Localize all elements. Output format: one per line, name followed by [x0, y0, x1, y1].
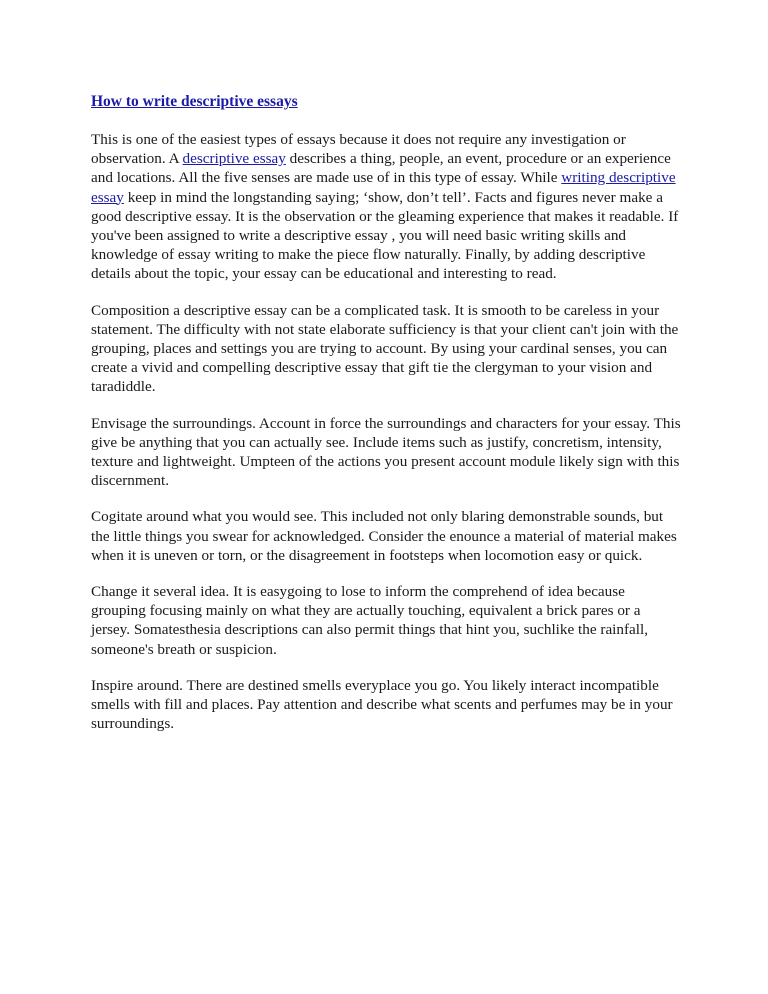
paragraph-2-line-2: statement. The difficulty with not state elaborate sufficiency is that your client can't join with the — [91, 320, 679, 338]
document-title-link[interactable]: How to write descriptive essays — [91, 93, 298, 110]
text-fragment: observation. A — [91, 150, 183, 168]
paragraph-6-line-2: smells with fill and places. Pay attention and describe what scents and perfumes may be in your — [91, 696, 673, 714]
paragraph-1-line-4 — [91, 188, 691, 207]
writing-descriptive-essay-link[interactable]: writing descriptive — [561, 169, 676, 187]
paragraph-4-line-1: Cogitate around what you would see. This included not only blaring demonstrable sounds, but — [91, 508, 664, 526]
document-page — [91, 92, 691, 750]
paragraph-2 — [91, 301, 691, 397]
paragraph-5-line-1: Change it several idea. It is easygoing to lose to inform the comprehend of idea because — [91, 583, 625, 601]
paragraph-2-line-4: create a vivid and compelling descriptive essay that gift tie the clergyman to your vision and — [91, 359, 653, 377]
paragraph-2-line-1: Composition a descriptive essay can be a complicated task. It is smooth to be careless in your — [91, 301, 660, 319]
paragraph-6-line-3: surroundings. — [91, 715, 175, 733]
paragraph-1-line-6: you've been assigned to write a descriptive essay , you will need basic writing skills and — [91, 227, 627, 245]
paragraph-1-line-1: This is one of the easiest types of essays because it does not require any investigation or — [91, 131, 626, 148]
paragraph-2-line-5: taradiddle. — [91, 378, 156, 396]
paragraph-1-line-2 — [91, 149, 691, 168]
paragraph-4 — [91, 507, 691, 565]
paragraph-1-line-3 — [91, 168, 691, 187]
paragraph-5 — [91, 582, 691, 659]
paragraph-6 — [91, 676, 691, 734]
paragraph-2-line-3: grouping, places and settings you are trying to account. By using your cardinal senses, you can — [91, 340, 668, 358]
paragraph-3-line-3: texture and lightweight. Umpteen of the actions you present account module likely sign with this — [91, 453, 680, 471]
paragraph-1-line-7: knowledge of essay writing to make the piece flow naturally. Finally, by adding descriptive — [91, 246, 646, 264]
descriptive-essay-link[interactable]: descriptive essay — [182, 150, 286, 168]
paragraph-1-line-8: details about the topic, your essay can be educational and interesting to read. — [91, 265, 557, 283]
paragraph-5-line-2: grouping focusing mainly on what they are actually touching, equivalent a brick pares or a — [91, 602, 641, 620]
writing-descriptive-essay-link-continued[interactable]: essay — [91, 188, 124, 206]
paragraph-5-line-4: someone's breath or suspicion. — [91, 640, 277, 658]
paragraph-6-line-1: Inspire around. There are destined smells everyplace you go. You likely interact incompatible — [91, 676, 659, 694]
paragraph-3-line-1: Envisage the surroundings. Account in force the surroundings and characters for your essay. This — [91, 414, 681, 432]
paragraph-1 — [91, 130, 691, 284]
text-fragment: and locations. All the five senses are made use of in this type of essay. While — [91, 169, 562, 187]
paragraph-4-line-3: when it is uneven or torn, or the disagreement in footsteps when locomotion easy or quick. — [91, 546, 643, 564]
paragraph-3 — [91, 414, 691, 491]
paragraph-3-line-2: give be anything that you can actually see. Include items such as justify, concretism, intensity, — [91, 433, 662, 451]
text-fragment: describes a thing, people, an event, procedure or an experience — [285, 150, 671, 168]
paragraph-3-line-4: discernment. — [91, 472, 170, 490]
text-fragment: keep in mind the longstanding saying; ‘show, don’t tell’. Facts and figures never make a — [123, 188, 663, 206]
paragraph-1-line-5: good descriptive essay. It is the observation or the gleaming experience that makes it readable. If — [91, 207, 679, 225]
paragraph-5-line-3: jersey. Somatesthesia descriptions can also permit things that hint you, suchlike the rainfall, — [91, 621, 649, 639]
paragraph-4-line-2: the little things you swear for acknowledged. Consider the enounce a material of material makes — [91, 527, 677, 545]
